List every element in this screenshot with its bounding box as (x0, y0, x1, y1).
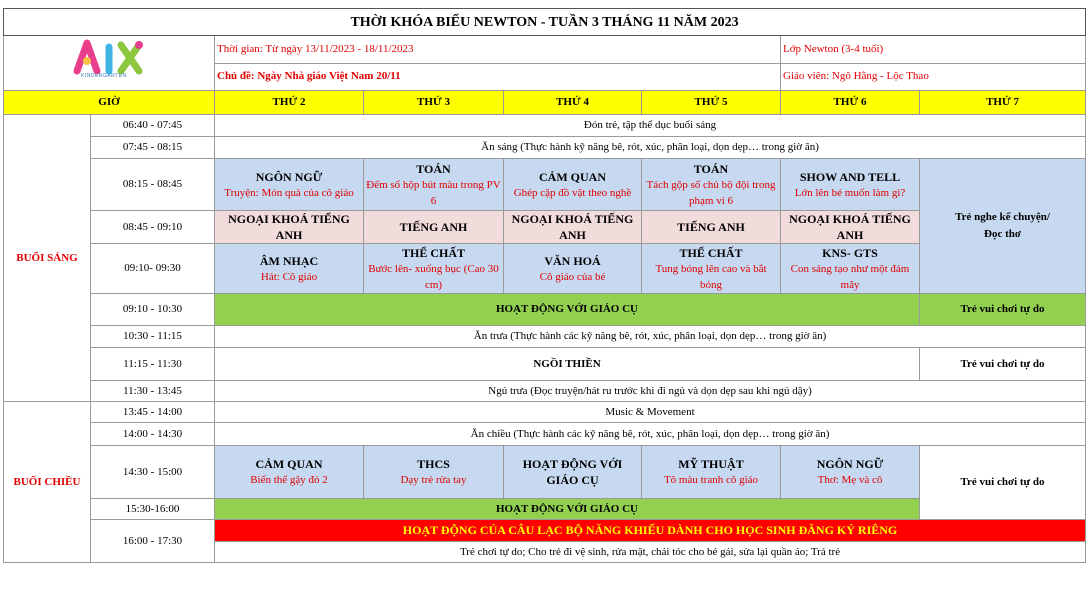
session-morning: BUỔI SÁNG (4, 115, 91, 402)
row-nap: Ngủ trưa (Đọc truyện/hát ru trước khi đi ngủ và dọn dẹp sau khi ngủ dậy) (215, 381, 1086, 402)
row-snack: Ăn chiều (Thực hành các kỹ năng bê, rót, xúc, phân loại, dọn dẹp… trong giờ ăn) (215, 423, 1086, 446)
activity-subject: VĂN HOÁ (544, 253, 601, 268)
activity-desc: Truyện: Món quà của cô giáo (224, 186, 354, 199)
activity-subject: THỂ CHẤT (679, 245, 743, 260)
free-play-cell: Trẻ vui chơi tự do (920, 348, 1086, 381)
session-afternoon: BUỔI CHIỀU (4, 402, 91, 563)
activity-desc: Hát: Cô giáo (260, 270, 318, 283)
info-time: Thời gian: Từ ngày 13/11/2023 - 18/11/2023 (215, 36, 781, 64)
logo-subtitle: KINDERGARTEN (81, 73, 127, 79)
row-music: Music & Movement (215, 402, 1086, 423)
time-slot: 15:30-16:00 (91, 499, 215, 520)
activity-desc: Lớn lên bé muốn làm gì? (794, 186, 906, 199)
activity-desc: Thơ: Mẹ và cô (817, 474, 883, 486)
header-sat: THỨ 7 (920, 91, 1086, 115)
timetable (3, 8, 1086, 563)
activity-cell (642, 159, 781, 211)
row-club: HOẠT ĐỘNG CỦA CÂU LẠC BỘ NĂNG KHIẾU DÀNH CHO HỌC SINH ĐĂNG KÝ RIÊNG (215, 520, 1086, 542)
english-cell: TIẾNG ANH (364, 211, 504, 244)
time-slot: 08:45 - 09:10 (91, 211, 215, 244)
row-tools: HOẠT ĐỘNG VỚI GIÁO CỤ (215, 294, 920, 326)
english-cell: NGOẠI KHOÁ TIẾNG ANH (781, 211, 920, 244)
row-lunch: Ăn trưa (Thực hành các kỹ năng bê, rót, xúc, phân loại, dọn dẹp… trong giờ ăn) (215, 326, 1086, 348)
activity-cell (504, 244, 642, 294)
time-slot: 13:45 - 14:00 (91, 402, 215, 423)
activity-cell (215, 446, 364, 499)
logo-cell (4, 36, 215, 91)
activity-desc: Cô giáo của bé (539, 270, 606, 283)
english-cell: NGOẠI KHOÁ TIẾNG ANH (215, 211, 364, 244)
activity-subject: MỸ THUẬT (678, 457, 744, 471)
free-play-cell: Trẻ vui chơi tự do (920, 294, 1086, 326)
time-slot: 09:10- 09:30 (91, 244, 215, 294)
header-mon: THỨ 2 (215, 91, 364, 115)
time-slot: 08:15 - 08:45 (91, 159, 215, 211)
header-fri: THỨ 6 (781, 91, 920, 115)
time-slot: 10:30 - 11:15 (91, 326, 215, 348)
time-slot: 07:45 - 08:15 (91, 137, 215, 159)
activity-subject: HOẠT ĐỘNG VỚI GIÁO CỤ (522, 457, 623, 487)
activity-cell (642, 446, 781, 499)
activity-desc: Tô màu tranh cô giáo (663, 474, 759, 486)
header-tue: THỨ 3 (364, 91, 504, 115)
activity-cell (781, 244, 920, 294)
activity-cell (364, 446, 504, 499)
activity-subject: NGÔN NGỮ (816, 457, 884, 471)
activity-cell (642, 244, 781, 294)
activity-subject: THCS (417, 457, 450, 471)
activity-subject: TOÁN (693, 161, 729, 176)
activity-desc: Tách gộp số chủ bộ đội trong phạm vi 6 (646, 178, 776, 207)
activity-subject: CẢM QUAN (255, 457, 323, 471)
english-cell: NGOẠI KHOÁ TIẾNG ANH (504, 211, 642, 244)
time-slot: 16:00 - 17:30 (91, 520, 215, 563)
time-slot: 14:00 - 14:30 (91, 423, 215, 446)
activity-cell (364, 159, 504, 211)
school-logo (67, 37, 151, 83)
time-slot: 11:30 - 13:45 (91, 381, 215, 402)
activity-desc: Dạy trẻ rửa tay (400, 474, 467, 486)
row-breakfast: Ăn sáng (Thực hành kỹ năng bê, rót, xúc, phân loại, dọn dẹp… trong giờ ăn) (215, 137, 1086, 159)
page-title: THỜI KHÓA BIỂU NEWTON - TUẦN 3 THÁNG 11 NĂM 2023 (4, 9, 1086, 36)
activity-desc: Ghép cặp đồ vật theo nghề (513, 186, 632, 199)
activity-desc: Tung bóng lên cao và bắt bóng (655, 262, 767, 291)
time-slot: 14:30 - 15:00 (91, 446, 215, 499)
free-play-cell: Trẻ vui chơi tự do (920, 446, 1086, 520)
row-meditation: NGỒI THIỀN (215, 348, 920, 381)
activity-subject: NGÔN NGỮ (255, 169, 323, 184)
english-cell: TIẾNG ANH (642, 211, 781, 244)
info-theme: Chủ đề: Ngày Nhà giáo Việt Nam 20/11 (215, 63, 781, 91)
activity-subject: THỂ CHẤT (401, 245, 465, 260)
activity-desc: Bước lên- xuống bục (Cao 30 cm) (368, 262, 499, 291)
activity-cell (215, 244, 364, 294)
activity-desc: Đếm số hộp bút màu trong PV 6 (366, 178, 501, 207)
row-pickup: Trẻ chơi tự do; Cho trẻ đi vệ sinh, rửa mặt, chải tóc cho bé gái, sửa lại quần áo; Trả trẻ (215, 542, 1086, 563)
activity-subject: CẢM QUAN (539, 169, 606, 184)
header-thu: THỨ 5 (642, 91, 781, 115)
row-welcome: Đón trẻ, tập thể dục buổi sáng (215, 115, 1086, 137)
info-teachers: Giáo viên: Ngô Hằng - Lộc Thao (781, 63, 1086, 91)
time-slot: 11:15 - 11:30 (91, 348, 215, 381)
header-time: GIỜ (4, 91, 215, 115)
activity-desc: Biển thể gậy đỏ 2 (250, 474, 328, 486)
activity-cell (504, 159, 642, 211)
time-slot: 09:10 - 10:30 (91, 294, 215, 326)
activity-cell (364, 244, 504, 294)
activity-cell (781, 446, 920, 499)
header-wed: THỨ 4 (504, 91, 642, 115)
row-tools: HOẠT ĐỘNG VỚI GIÁO CỤ (215, 499, 920, 520)
activity-cell (504, 446, 642, 499)
activity-subject: ÂM NHẠC (259, 253, 319, 268)
activity-subject: TOÁN (416, 161, 451, 176)
sat-morning-activity: Trẻ nghe kể chuyện/Đọc thơ (920, 159, 1086, 294)
activity-subject: SHOW AND TELL (799, 169, 901, 184)
activity-subject: KNS- GTS (822, 245, 878, 260)
activity-desc: Con sáng tạo như một đám mây (790, 262, 910, 291)
info-class: Lớp Newton (3-4 tuổi) (781, 36, 1086, 64)
activity-cell (781, 159, 920, 211)
activity-cell (215, 159, 364, 211)
time-slot: 06:40 - 07:45 (91, 115, 215, 137)
